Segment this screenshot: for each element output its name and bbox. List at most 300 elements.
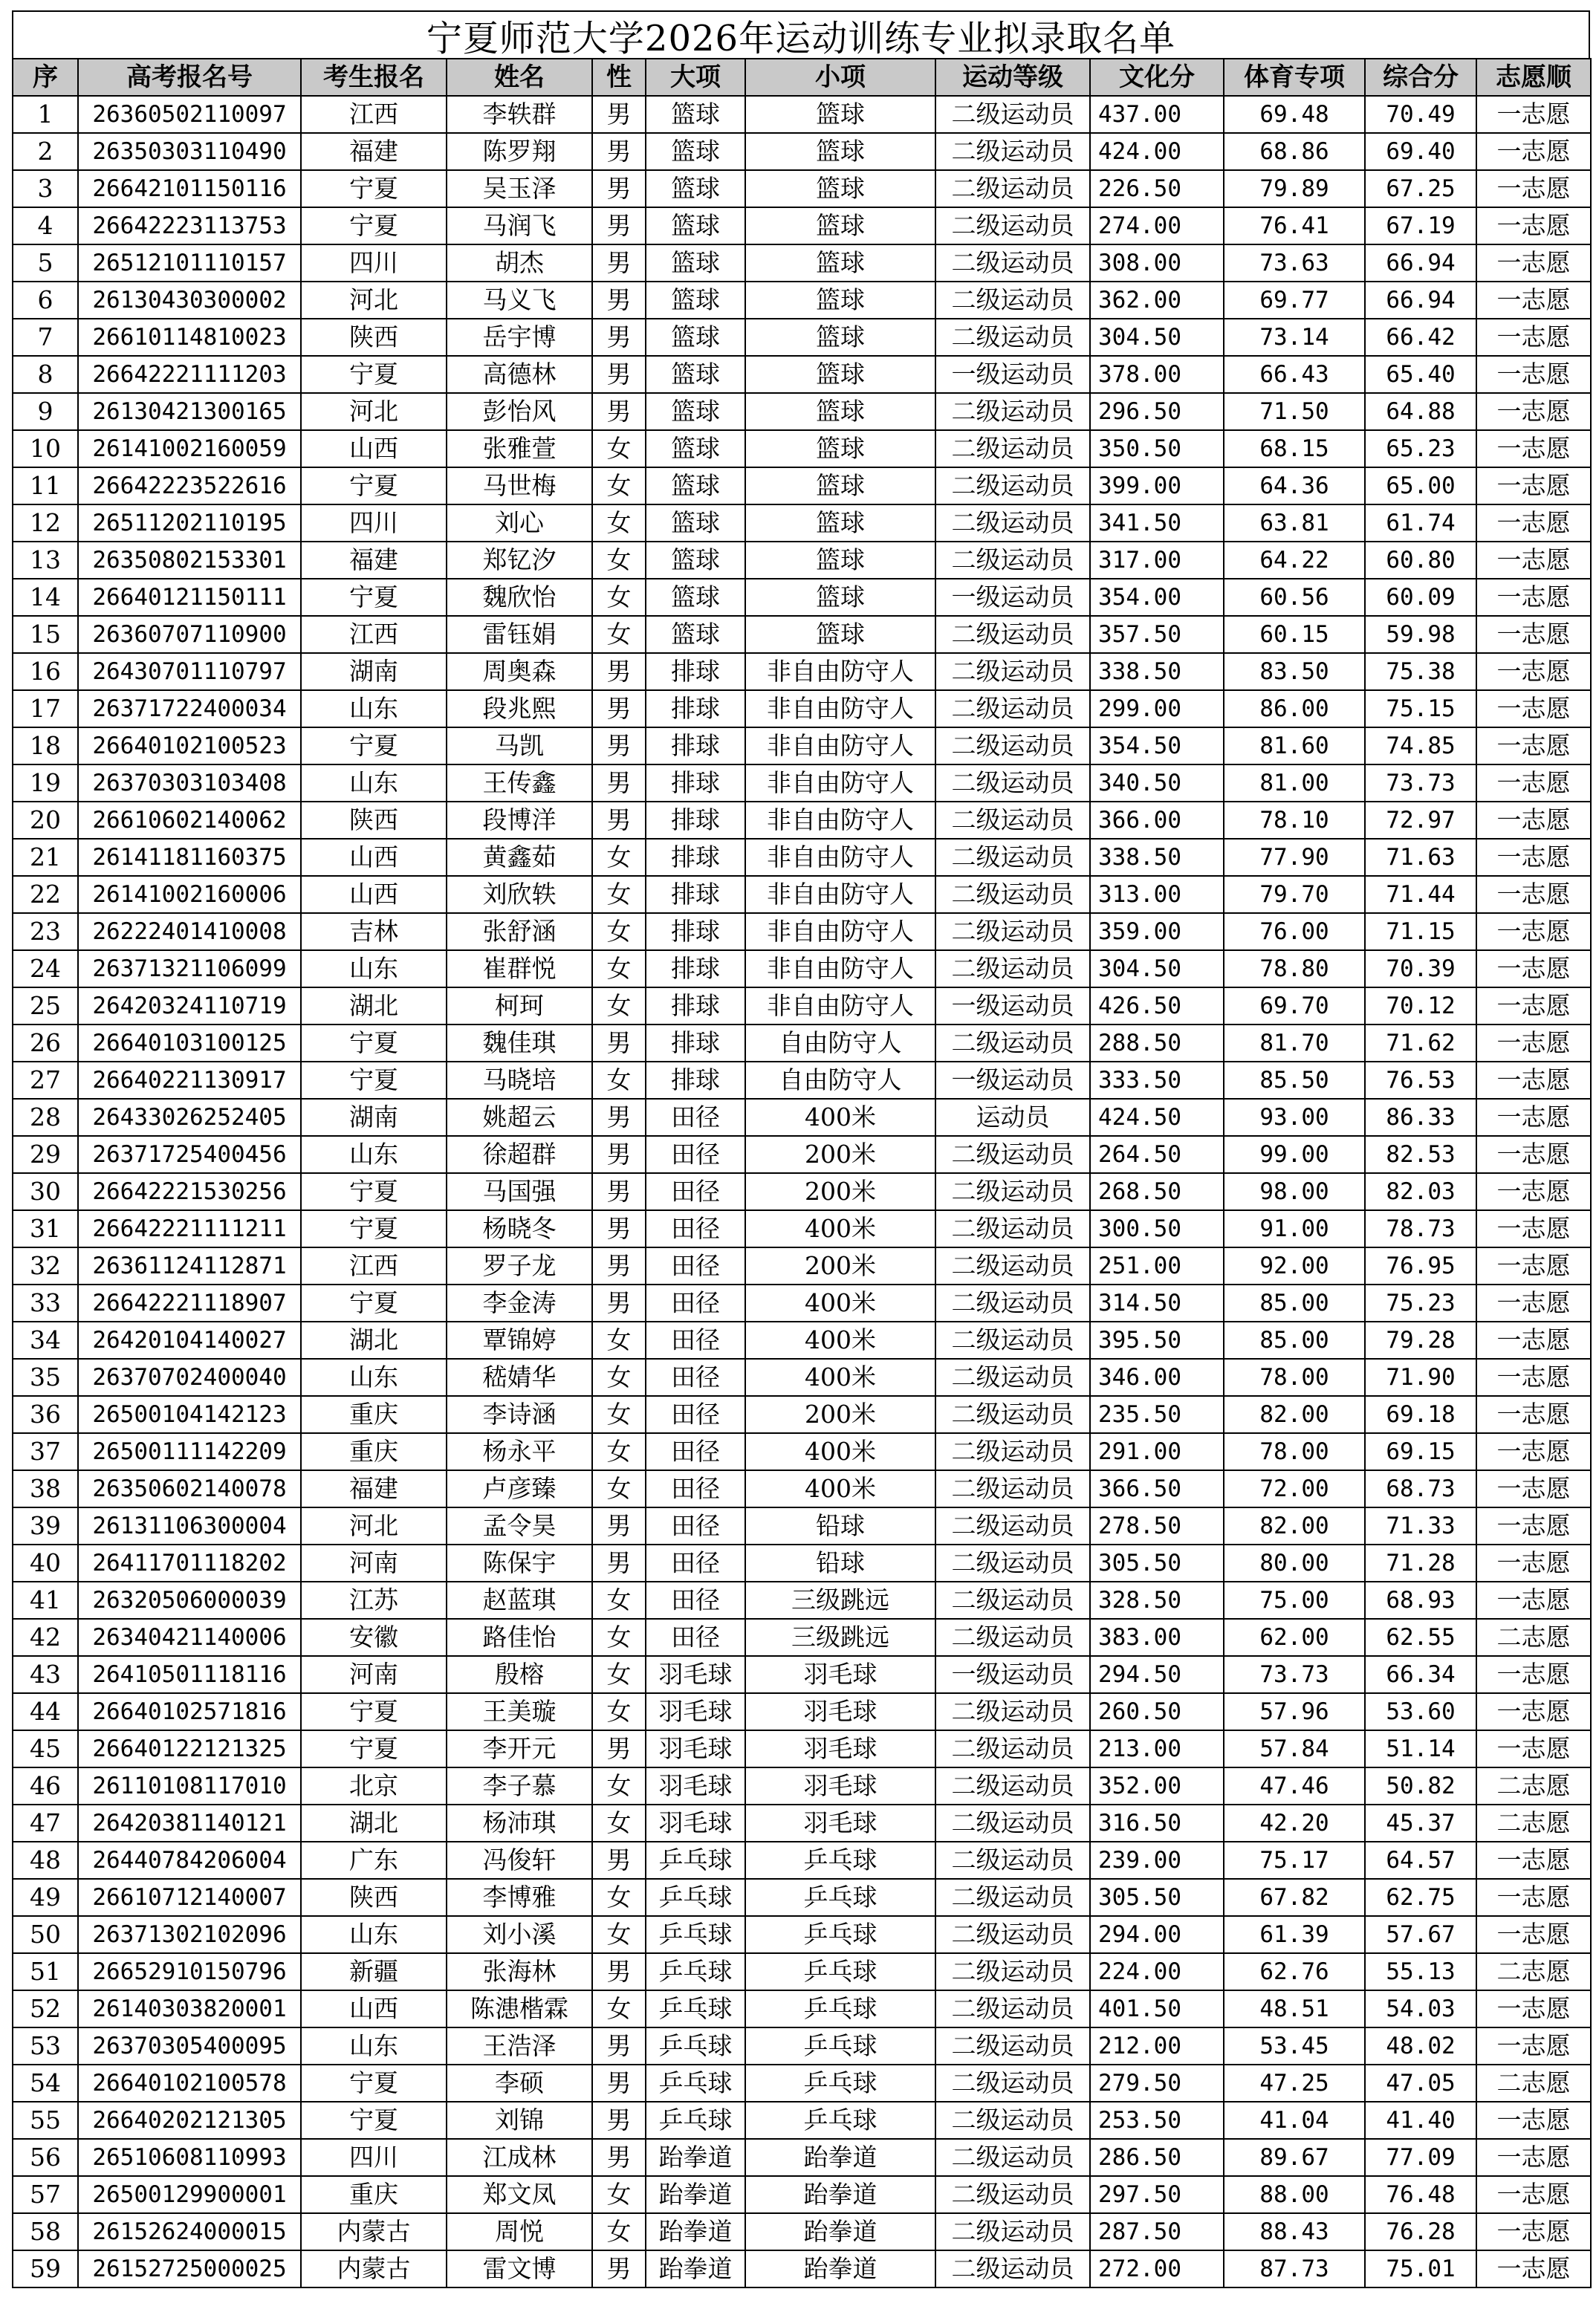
cell-seq: 35 [13,1359,78,1396]
table-row [13,430,1591,467]
cell-gender: 女 [592,1396,646,1433]
cell-sport-level: 二级运动员 [935,1359,1090,1396]
cell-sub-event: 400米 [745,1285,935,1322]
cell-culture-score: 300.50 [1090,1210,1224,1247]
cell-seq: 37 [13,1433,78,1470]
cell-total-score: 66.94 [1365,244,1476,282]
cell-gender: 女 [592,1619,646,1656]
cell-sport-level: 二级运动员 [935,1285,1090,1322]
cell-culture-score: 346.00 [1090,1359,1224,1396]
cell-sport-score: 63.81 [1224,504,1365,542]
cell-exam-no: 26642221118907 [78,1285,301,1322]
cell-gender: 男 [592,2027,646,2065]
cell-exam-no: 26640121150111 [78,579,301,616]
cell-sport-level: 二级运动员 [935,1693,1090,1730]
cell-sub-event: 篮球 [745,207,935,244]
cell-preference: 一志愿 [1476,356,1591,393]
cell-name: 马义飞 [447,282,592,319]
cell-preference: 二志愿 [1476,1767,1591,1805]
cell-culture-score: 426.50 [1090,987,1224,1025]
cell-major-sport: 篮球 [646,133,745,170]
cell-sub-event: 篮球 [745,616,935,653]
cell-gender: 男 [592,1545,646,1582]
cell-sport-level: 二级运动员 [935,1247,1090,1285]
cell-seq: 9 [13,393,78,430]
cell-total-score: 76.53 [1365,1062,1476,1099]
cell-origin: 陕西 [301,319,447,356]
cell-seq: 43 [13,1656,78,1693]
cell-total-score: 62.55 [1365,1619,1476,1656]
cell-seq: 28 [13,1099,78,1136]
cell-culture-score: 341.50 [1090,504,1224,542]
cell-sport-score: 88.43 [1224,2213,1365,2250]
cell-exam-no: 26642101150116 [78,170,301,207]
cell-gender: 男 [592,319,646,356]
cell-sport-score: 68.15 [1224,430,1365,467]
cell-major-sport: 田径 [646,1507,745,1545]
cell-major-sport: 乒乓球 [646,1990,745,2027]
cell-seq: 3 [13,170,78,207]
cell-sport-level: 二级运动员 [935,690,1090,727]
cell-culture-score: 268.50 [1090,1173,1224,1210]
cell-gender: 男 [592,96,646,133]
cell-name: 刘小溪 [447,1916,592,1953]
cell-sub-event: 篮球 [745,170,935,207]
cell-sport-level: 二级运动员 [935,1136,1090,1173]
table-row [13,170,1591,207]
cell-sport-score: 48.51 [1224,1990,1365,2027]
cell-culture-score: 350.50 [1090,430,1224,467]
cell-exam-no: 26640102571816 [78,1693,301,1730]
table-row [13,1247,1591,1285]
table-row [13,913,1591,950]
cell-name: 李金涛 [447,1285,592,1322]
cell-major-sport: 田径 [646,1322,745,1359]
cell-seq: 41 [13,1582,78,1619]
cell-sport-score: 81.70 [1224,1025,1365,1062]
cell-exam-no: 26433026252405 [78,1099,301,1136]
cell-major-sport: 篮球 [646,393,745,430]
cell-name: 周悦 [447,2213,592,2250]
table-row [13,1730,1591,1767]
cell-sub-event: 非自由防守人 [745,839,935,876]
cell-seq: 12 [13,504,78,542]
cell-origin: 湖北 [301,1322,447,1359]
cell-origin: 宁夏 [301,170,447,207]
table-row [13,1656,1591,1693]
cell-gender: 男 [592,1210,646,1247]
cell-sport-level: 二级运动员 [935,764,1090,802]
cell-sport-score: 62.76 [1224,1953,1365,1990]
cell-exam-no: 26642223113753 [78,207,301,244]
cell-major-sport: 田径 [646,1582,745,1619]
cell-gender: 男 [592,1025,646,1062]
cell-sport-score: 61.39 [1224,1916,1365,1953]
cell-culture-score: 366.00 [1090,802,1224,839]
table-row [13,727,1591,764]
cell-total-score: 68.93 [1365,1582,1476,1619]
cell-origin: 宁夏 [301,1025,447,1062]
cell-sport-score: 47.46 [1224,1767,1365,1805]
cell-gender: 女 [592,839,646,876]
cell-seq: 14 [13,579,78,616]
table-row [13,1210,1591,1247]
cell-preference: 一志愿 [1476,1879,1591,1916]
cell-preference: 一志愿 [1476,1322,1591,1359]
cell-sport-level: 一级运动员 [935,356,1090,393]
cell-origin: 四川 [301,504,447,542]
cell-preference: 一志愿 [1476,1136,1591,1173]
cell-seq: 48 [13,1842,78,1879]
cell-gender: 男 [592,764,646,802]
cell-major-sport: 羽毛球 [646,1693,745,1730]
cell-sub-event: 200米 [745,1396,935,1433]
cell-gender: 女 [592,1916,646,1953]
cell-sport-level: 二级运动员 [935,616,1090,653]
cell-major-sport: 乒乓球 [646,1842,745,1879]
cell-sport-score: 87.73 [1224,2250,1365,2287]
table-row [13,2065,1591,2102]
cell-sub-event: 200米 [745,1136,935,1173]
cell-seq: 42 [13,1619,78,1656]
cell-sport-level: 二级运动员 [935,207,1090,244]
cell-total-score: 64.88 [1365,393,1476,430]
table-row [13,133,1591,170]
cell-culture-score: 287.50 [1090,2213,1224,2250]
cell-name: 路佳怡 [447,1619,592,1656]
cell-sport-level: 二级运动员 [935,2250,1090,2287]
cell-exam-no: 26640102100523 [78,727,301,764]
header-seq: 序 [13,59,78,96]
cell-sport-level: 二级运动员 [935,393,1090,430]
cell-gender: 男 [592,690,646,727]
cell-major-sport: 篮球 [646,282,745,319]
cell-gender: 女 [592,876,646,913]
cell-preference: 一志愿 [1476,876,1591,913]
cell-name: 徐超群 [447,1136,592,1173]
cell-seq: 54 [13,2065,78,2102]
cell-preference: 一志愿 [1476,1656,1591,1693]
cell-preference: 一志愿 [1476,1210,1591,1247]
cell-origin: 河北 [301,282,447,319]
cell-exam-no: 26500111142209 [78,1433,301,1470]
cell-origin: 山东 [301,764,447,802]
cell-major-sport: 乒乓球 [646,2027,745,2065]
cell-gender: 女 [592,1062,646,1099]
cell-exam-no: 26610602140062 [78,802,301,839]
cell-sport-score: 73.14 [1224,319,1365,356]
cell-seq: 51 [13,1953,78,1990]
cell-name: 雷文博 [447,2250,592,2287]
cell-sport-level: 二级运动员 [935,913,1090,950]
cell-sport-level: 二级运动员 [935,1322,1090,1359]
cell-name: 马晓培 [447,1062,592,1099]
cell-sub-event: 400米 [745,1099,935,1136]
cell-culture-score: 224.00 [1090,1953,1224,1990]
cell-exam-no: 26511202110195 [78,504,301,542]
cell-sport-level: 二级运动员 [935,653,1090,690]
header-sport-level: 运动等级 [935,59,1090,96]
cell-sport-score: 86.00 [1224,690,1365,727]
cell-preference: 一志愿 [1476,1099,1591,1136]
cell-culture-score: 338.50 [1090,839,1224,876]
cell-sport-score: 80.00 [1224,1545,1365,1582]
table-row [13,1025,1591,1062]
cell-name: 马润飞 [447,207,592,244]
cell-seq: 47 [13,1805,78,1842]
header-origin: 考生报名 [301,59,447,96]
cell-culture-score: 274.00 [1090,207,1224,244]
cell-exam-no: 26610114810023 [78,319,301,356]
cell-gender: 女 [592,467,646,504]
cell-name: 殷榕 [447,1656,592,1693]
cell-culture-score: 239.00 [1090,1842,1224,1879]
cell-major-sport: 排球 [646,913,745,950]
table-row [13,1099,1591,1136]
cell-total-score: 50.82 [1365,1767,1476,1805]
cell-preference: 一志愿 [1476,616,1591,653]
cell-sport-level: 二级运动员 [935,2102,1090,2139]
cell-total-score: 41.40 [1365,2102,1476,2139]
cell-sport-score: 81.60 [1224,727,1365,764]
header-major-sport: 大项 [646,59,745,96]
cell-gender: 女 [592,2213,646,2250]
cell-preference: 一志愿 [1476,950,1591,987]
cell-exam-no: 26500129900001 [78,2176,301,2213]
cell-gender: 女 [592,579,646,616]
cell-seq: 44 [13,1693,78,1730]
cell-culture-score: 304.50 [1090,319,1224,356]
cell-gender: 女 [592,616,646,653]
cell-sport-level: 二级运动员 [935,2139,1090,2176]
cell-sport-score: 53.45 [1224,2027,1365,2065]
cell-culture-score: 299.00 [1090,690,1224,727]
cell-sport-level: 二级运动员 [935,1173,1090,1210]
cell-gender: 女 [592,504,646,542]
cell-culture-score: 437.00 [1090,96,1224,133]
cell-preference: 一志愿 [1476,467,1591,504]
cell-sub-event: 乒乓球 [745,1953,935,1990]
cell-exam-no: 26652910150796 [78,1953,301,1990]
cell-total-score: 47.05 [1365,2065,1476,2102]
cell-total-score: 86.33 [1365,1099,1476,1136]
cell-seq: 46 [13,1767,78,1805]
table-header [13,59,1591,96]
cell-culture-score: 251.00 [1090,1247,1224,1285]
cell-total-score: 57.67 [1365,1916,1476,1953]
cell-culture-score: 212.00 [1090,2027,1224,2065]
cell-total-score: 75.15 [1365,690,1476,727]
cell-sub-event: 篮球 [745,393,935,430]
cell-exam-no: 26350602140078 [78,1470,301,1507]
cell-sub-event: 非自由防守人 [745,987,935,1025]
cell-origin: 宁夏 [301,1062,447,1099]
cell-name: 刘心 [447,504,592,542]
cell-preference: 一志愿 [1476,542,1591,579]
cell-seq: 15 [13,616,78,653]
cell-exam-no: 26642223522616 [78,467,301,504]
cell-seq: 16 [13,653,78,690]
cell-total-score: 76.95 [1365,1247,1476,1285]
cell-sport-level: 二级运动员 [935,1805,1090,1842]
cell-total-score: 66.94 [1365,282,1476,319]
cell-sub-event: 200米 [745,1173,935,1210]
cell-sport-level: 二级运动员 [935,1619,1090,1656]
cell-major-sport: 羽毛球 [646,1730,745,1767]
cell-total-score: 69.40 [1365,133,1476,170]
cell-name: 岳宇博 [447,319,592,356]
cell-seq: 25 [13,987,78,1025]
table-row [13,356,1591,393]
admission-list-sheet [12,10,1590,2288]
cell-origin: 河南 [301,1656,447,1693]
cell-major-sport: 篮球 [646,207,745,244]
cell-culture-score: 328.50 [1090,1582,1224,1619]
cell-sub-event: 400米 [745,1433,935,1470]
cell-sub-event: 非自由防守人 [745,764,935,802]
cell-name: 杨永平 [447,1433,592,1470]
cell-seq: 27 [13,1062,78,1099]
cell-total-score: 82.03 [1365,1173,1476,1210]
header-sub-event: 小项 [745,59,935,96]
cell-sport-score: 69.48 [1224,96,1365,133]
cell-preference: 一志愿 [1476,802,1591,839]
cell-origin: 山东 [301,1136,447,1173]
cell-culture-score: 366.50 [1090,1470,1224,1507]
cell-gender: 男 [592,244,646,282]
cell-sport-score: 72.00 [1224,1470,1365,1507]
cell-sub-event: 篮球 [745,356,935,393]
cell-sub-event: 非自由防守人 [745,913,935,950]
cell-name: 刘锦 [447,2102,592,2139]
cell-sub-event: 羽毛球 [745,1805,935,1842]
cell-sport-level: 二级运动员 [935,1990,1090,2027]
cell-gender: 男 [592,356,646,393]
cell-name: 卢彦臻 [447,1470,592,1507]
cell-exam-no: 26152624000015 [78,2213,301,2250]
cell-origin: 湖北 [301,1805,447,1842]
cell-name: 胡杰 [447,244,592,282]
cell-sub-event: 铅球 [745,1507,935,1545]
cell-sport-score: 68.86 [1224,133,1365,170]
cell-sport-score: 60.56 [1224,579,1365,616]
table-row [13,1507,1591,1545]
cell-seq: 38 [13,1470,78,1507]
cell-exam-no: 26410501118116 [78,1656,301,1693]
cell-sport-level: 二级运动员 [935,1916,1090,1953]
cell-origin: 宁夏 [301,1693,447,1730]
cell-origin: 福建 [301,133,447,170]
cell-sub-event: 篮球 [745,504,935,542]
cell-exam-no: 26642221530256 [78,1173,301,1210]
cell-gender: 女 [592,1879,646,1916]
cell-sport-score: 77.90 [1224,839,1365,876]
cell-sub-event: 三级跳远 [745,1582,935,1619]
table-row [13,1582,1591,1619]
cell-major-sport: 羽毛球 [646,1767,745,1805]
cell-sub-event: 跆拳道 [745,2250,935,2287]
table-row [13,802,1591,839]
table-row [13,1545,1591,1582]
cell-origin: 重庆 [301,1433,447,1470]
cell-culture-score: 296.50 [1090,393,1224,430]
cell-major-sport: 乒乓球 [646,2065,745,2102]
cell-seq: 33 [13,1285,78,1322]
cell-major-sport: 排球 [646,653,745,690]
cell-major-sport: 跆拳道 [646,2176,745,2213]
cell-sport-score: 85.00 [1224,1322,1365,1359]
cell-exam-no: 26512101110157 [78,244,301,282]
table-row [13,1619,1591,1656]
cell-culture-score: 278.50 [1090,1507,1224,1545]
cell-gender: 女 [592,1582,646,1619]
cell-total-score: 59.98 [1365,616,1476,653]
cell-major-sport: 排球 [646,802,745,839]
cell-origin: 山西 [301,876,447,913]
cell-gender: 男 [592,727,646,764]
cell-name: 杨沛琪 [447,1805,592,1842]
cell-preference: 一志愿 [1476,1285,1591,1322]
cell-sport-level: 二级运动员 [935,467,1090,504]
cell-sport-level: 二级运动员 [935,1470,1090,1507]
cell-exam-no: 26610712140007 [78,1879,301,1916]
cell-culture-score: 362.00 [1090,282,1224,319]
cell-total-score: 60.80 [1365,542,1476,579]
cell-sport-score: 83.50 [1224,653,1365,690]
cell-total-score: 73.73 [1365,764,1476,802]
cell-exam-no: 26640122121325 [78,1730,301,1767]
cell-name: 段兆熙 [447,690,592,727]
cell-exam-no: 26420324110719 [78,987,301,1025]
cell-exam-no: 26350303110490 [78,133,301,170]
cell-culture-score: 401.50 [1090,1990,1224,2027]
cell-major-sport: 篮球 [646,96,745,133]
cell-name: 吴玉泽 [447,170,592,207]
table-row [13,1767,1591,1805]
cell-sport-level: 二级运动员 [935,2027,1090,2065]
cell-sport-level: 二级运动员 [935,170,1090,207]
cell-sub-event: 400米 [745,1359,935,1396]
cell-major-sport: 篮球 [646,244,745,282]
cell-sport-score: 78.10 [1224,802,1365,839]
cell-total-score: 71.90 [1365,1359,1476,1396]
cell-exam-no: 26420381140121 [78,1805,301,1842]
cell-preference: 一志愿 [1476,987,1591,1025]
cell-preference: 一志愿 [1476,96,1591,133]
cell-gender: 男 [592,1099,646,1136]
cell-sport-score: 66.43 [1224,356,1365,393]
cell-sub-event: 非自由防守人 [745,690,935,727]
cell-preference: 一志愿 [1476,1693,1591,1730]
cell-seq: 8 [13,356,78,393]
cell-origin: 湖南 [301,653,447,690]
cell-gender: 女 [592,1767,646,1805]
cell-major-sport: 排球 [646,690,745,727]
cell-origin: 山东 [301,950,447,987]
cell-seq: 55 [13,2102,78,2139]
cell-origin: 陕西 [301,1879,447,1916]
cell-culture-score: 313.00 [1090,876,1224,913]
table-row [13,319,1591,356]
cell-seq: 5 [13,244,78,282]
cell-major-sport: 田径 [646,1619,745,1656]
cell-culture-score: 294.00 [1090,1916,1224,1953]
cell-name: 崔群悦 [447,950,592,987]
cell-name: 魏欣怡 [447,579,592,616]
cell-origin: 宁夏 [301,579,447,616]
cell-major-sport: 篮球 [646,356,745,393]
cell-sport-score: 73.73 [1224,1656,1365,1693]
